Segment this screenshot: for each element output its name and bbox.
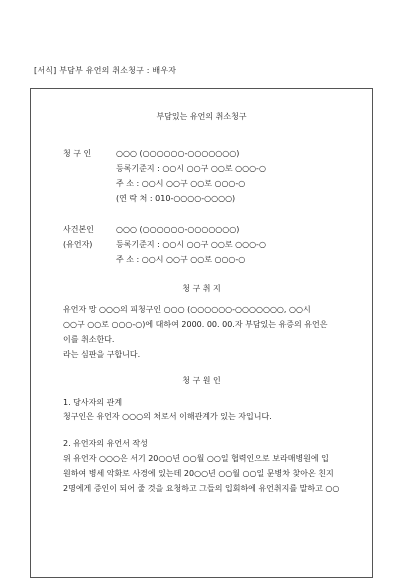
reasons-heading: 청 구 원 인 [182, 376, 221, 385]
claimant-name: ○○○ (○○○○○○-○○○○○○○) [116, 149, 240, 158]
purpose-line: 라는 심판을 구합니다. [63, 350, 141, 359]
purpose-line: ○○구 ○○로 ○○○-○)에 대하여 2000. 00. 00.자 부담있는 유증의 유언은 [63, 320, 328, 329]
section-text: 2명에게 증인이 되어 줄 것을 요청하고 그들의 입회하에 유언취지를 말하고 ○○ [63, 484, 340, 493]
claimant-address: 주 소 : ○○시 ○○구 ○○로 ○○○-○ [116, 179, 246, 188]
respondent-address: 주 소 : ○○시 ○○구 ○○로 ○○○-○ [116, 255, 246, 264]
form-caption: [서식] 부담부 유언의 취소청구 : 배우자 [34, 66, 177, 75]
document-title: 부담있는 유언의 취소청구 [156, 112, 247, 121]
section-text: 청구인은 유언자 ○○○의 처로서 이해관계가 있는 자입니다. [63, 412, 272, 421]
document-frame [30, 88, 373, 578]
section-text: 위 유언자 ○○○은 서기 20○○년 ○○월 ○○일 협력인으로 보라매병원에 입 [63, 454, 329, 463]
purpose-heading: 청 구 취 지 [182, 284, 221, 293]
claimant-registration: 등록기준지 : ○○시 ○○구 ○○로 ○○○-○ [116, 164, 266, 173]
purpose-line: 유언자 망 ○○○의 피청구인 ○○○ (○○○○○○-○○○○○○○, ○○시 [63, 305, 311, 314]
purpose-line: 이를 취소한다. [63, 335, 115, 344]
respondent-name: ○○○ (○○○○○○-○○○○○○○) [116, 225, 240, 234]
section-title: 2. 유언자의 유언서 작성 [63, 439, 148, 448]
respondent-registration: 등록기준지 : ○○시 ○○구 ○○로 ○○○-○ [116, 240, 266, 249]
section-title: 1. 당사자의 관계 [63, 398, 123, 407]
respondent-label: 사건본인 [63, 225, 94, 234]
claimant-phone: (연 락 처 : 010-○○○○-○○○○) [116, 194, 236, 203]
respondent-label-sub: (유언자) [63, 240, 93, 249]
claimant-label: 청 구 인 [63, 149, 92, 158]
section-text: 원하여 병세 악화로 사경에 있는데 20○○년 ○○월 ○○일 문병차 찾아온 친지 [63, 469, 334, 478]
